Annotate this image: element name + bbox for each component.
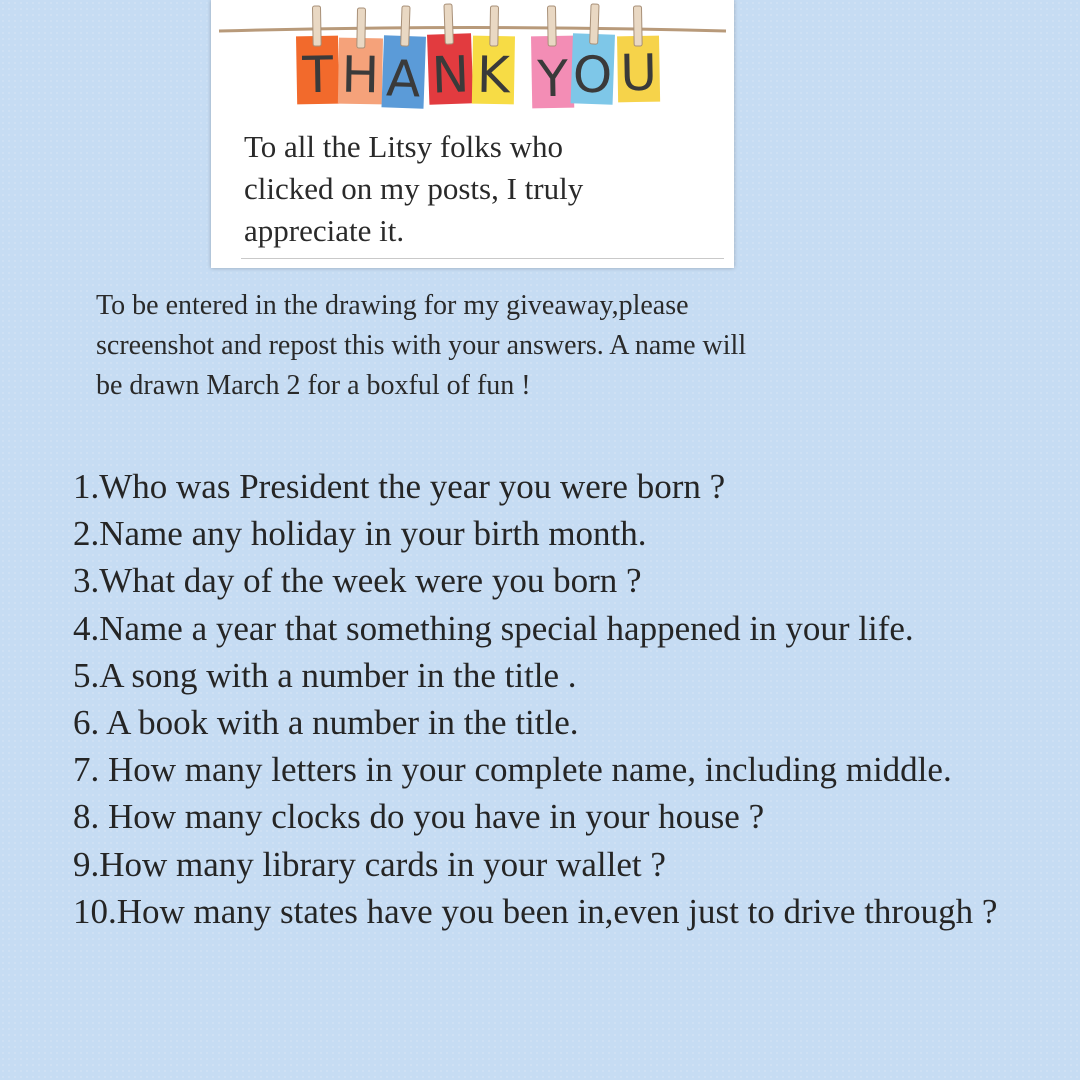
question-item: 7. How many letters in your complete name, including middle. xyxy=(73,750,952,790)
card-message-line: clicked on my posts, I truly xyxy=(244,171,584,206)
question-item: 9.How many library cards in your wallet ? xyxy=(73,844,666,884)
banner-letter: H xyxy=(341,45,380,105)
question-item: 10.How many states have you been in,even just to drive through ? xyxy=(73,891,998,931)
banner-flag-t xyxy=(295,6,339,105)
banner-letter: N xyxy=(430,45,471,105)
card-message-line: To all the Litsy folks who xyxy=(244,129,563,164)
clothespin-icon xyxy=(590,4,599,44)
question-item: 4.Name a year that something special happened in your life. xyxy=(73,608,914,648)
thank-you-banner xyxy=(211,0,734,120)
card-divider xyxy=(241,258,724,259)
banner-flag-h xyxy=(338,8,384,105)
question-item: 5.A song with a number in the title . xyxy=(73,655,577,695)
banner-flag-y xyxy=(530,6,574,109)
question-item: 3.What day of the week were you born ? xyxy=(73,561,642,601)
card-message-line: appreciate it. xyxy=(244,213,405,248)
clothespin-icon xyxy=(401,6,410,46)
clothespin-icon xyxy=(312,6,321,46)
banner-flag-u xyxy=(616,6,660,103)
instruction-line: be drawn March 2 for a boxful of fun ! xyxy=(96,370,531,401)
banner-flag-k xyxy=(472,6,516,105)
banner-flag-o xyxy=(571,3,616,104)
banner-string xyxy=(219,28,726,32)
clothespin-icon xyxy=(633,6,642,46)
card-message xyxy=(244,126,714,252)
clothespin-icon xyxy=(357,8,366,48)
banner-letter: A xyxy=(385,49,422,109)
banner-letter: O xyxy=(571,45,614,105)
question-item: 1.Who was President the year you were born ? xyxy=(73,467,726,506)
clothespin-icon xyxy=(547,6,556,46)
banner-letter: Y xyxy=(536,49,569,109)
instruction-line: To be entered in the drawing for my giveaway,please xyxy=(96,290,689,321)
question-item: 8. How many clocks do you have in your house ? xyxy=(73,797,765,837)
question-list xyxy=(73,463,1053,935)
question-item: 2.Name any holiday in your birth month. xyxy=(73,514,647,554)
banner-letter: T xyxy=(301,45,334,105)
banner-flag-a xyxy=(382,5,428,108)
giveaway-instructions xyxy=(96,286,996,406)
question-item: 6. A book with a number in the title. xyxy=(73,703,579,743)
thank-you-card xyxy=(211,0,734,268)
clothespin-icon xyxy=(444,4,453,44)
instruction-line: screenshot and repost this with your answers. A name will xyxy=(96,330,747,361)
banner-flag-n xyxy=(426,3,473,104)
clothespin-icon xyxy=(490,6,499,46)
banner-letter: K xyxy=(476,45,511,105)
banner-letter: U xyxy=(619,43,658,103)
